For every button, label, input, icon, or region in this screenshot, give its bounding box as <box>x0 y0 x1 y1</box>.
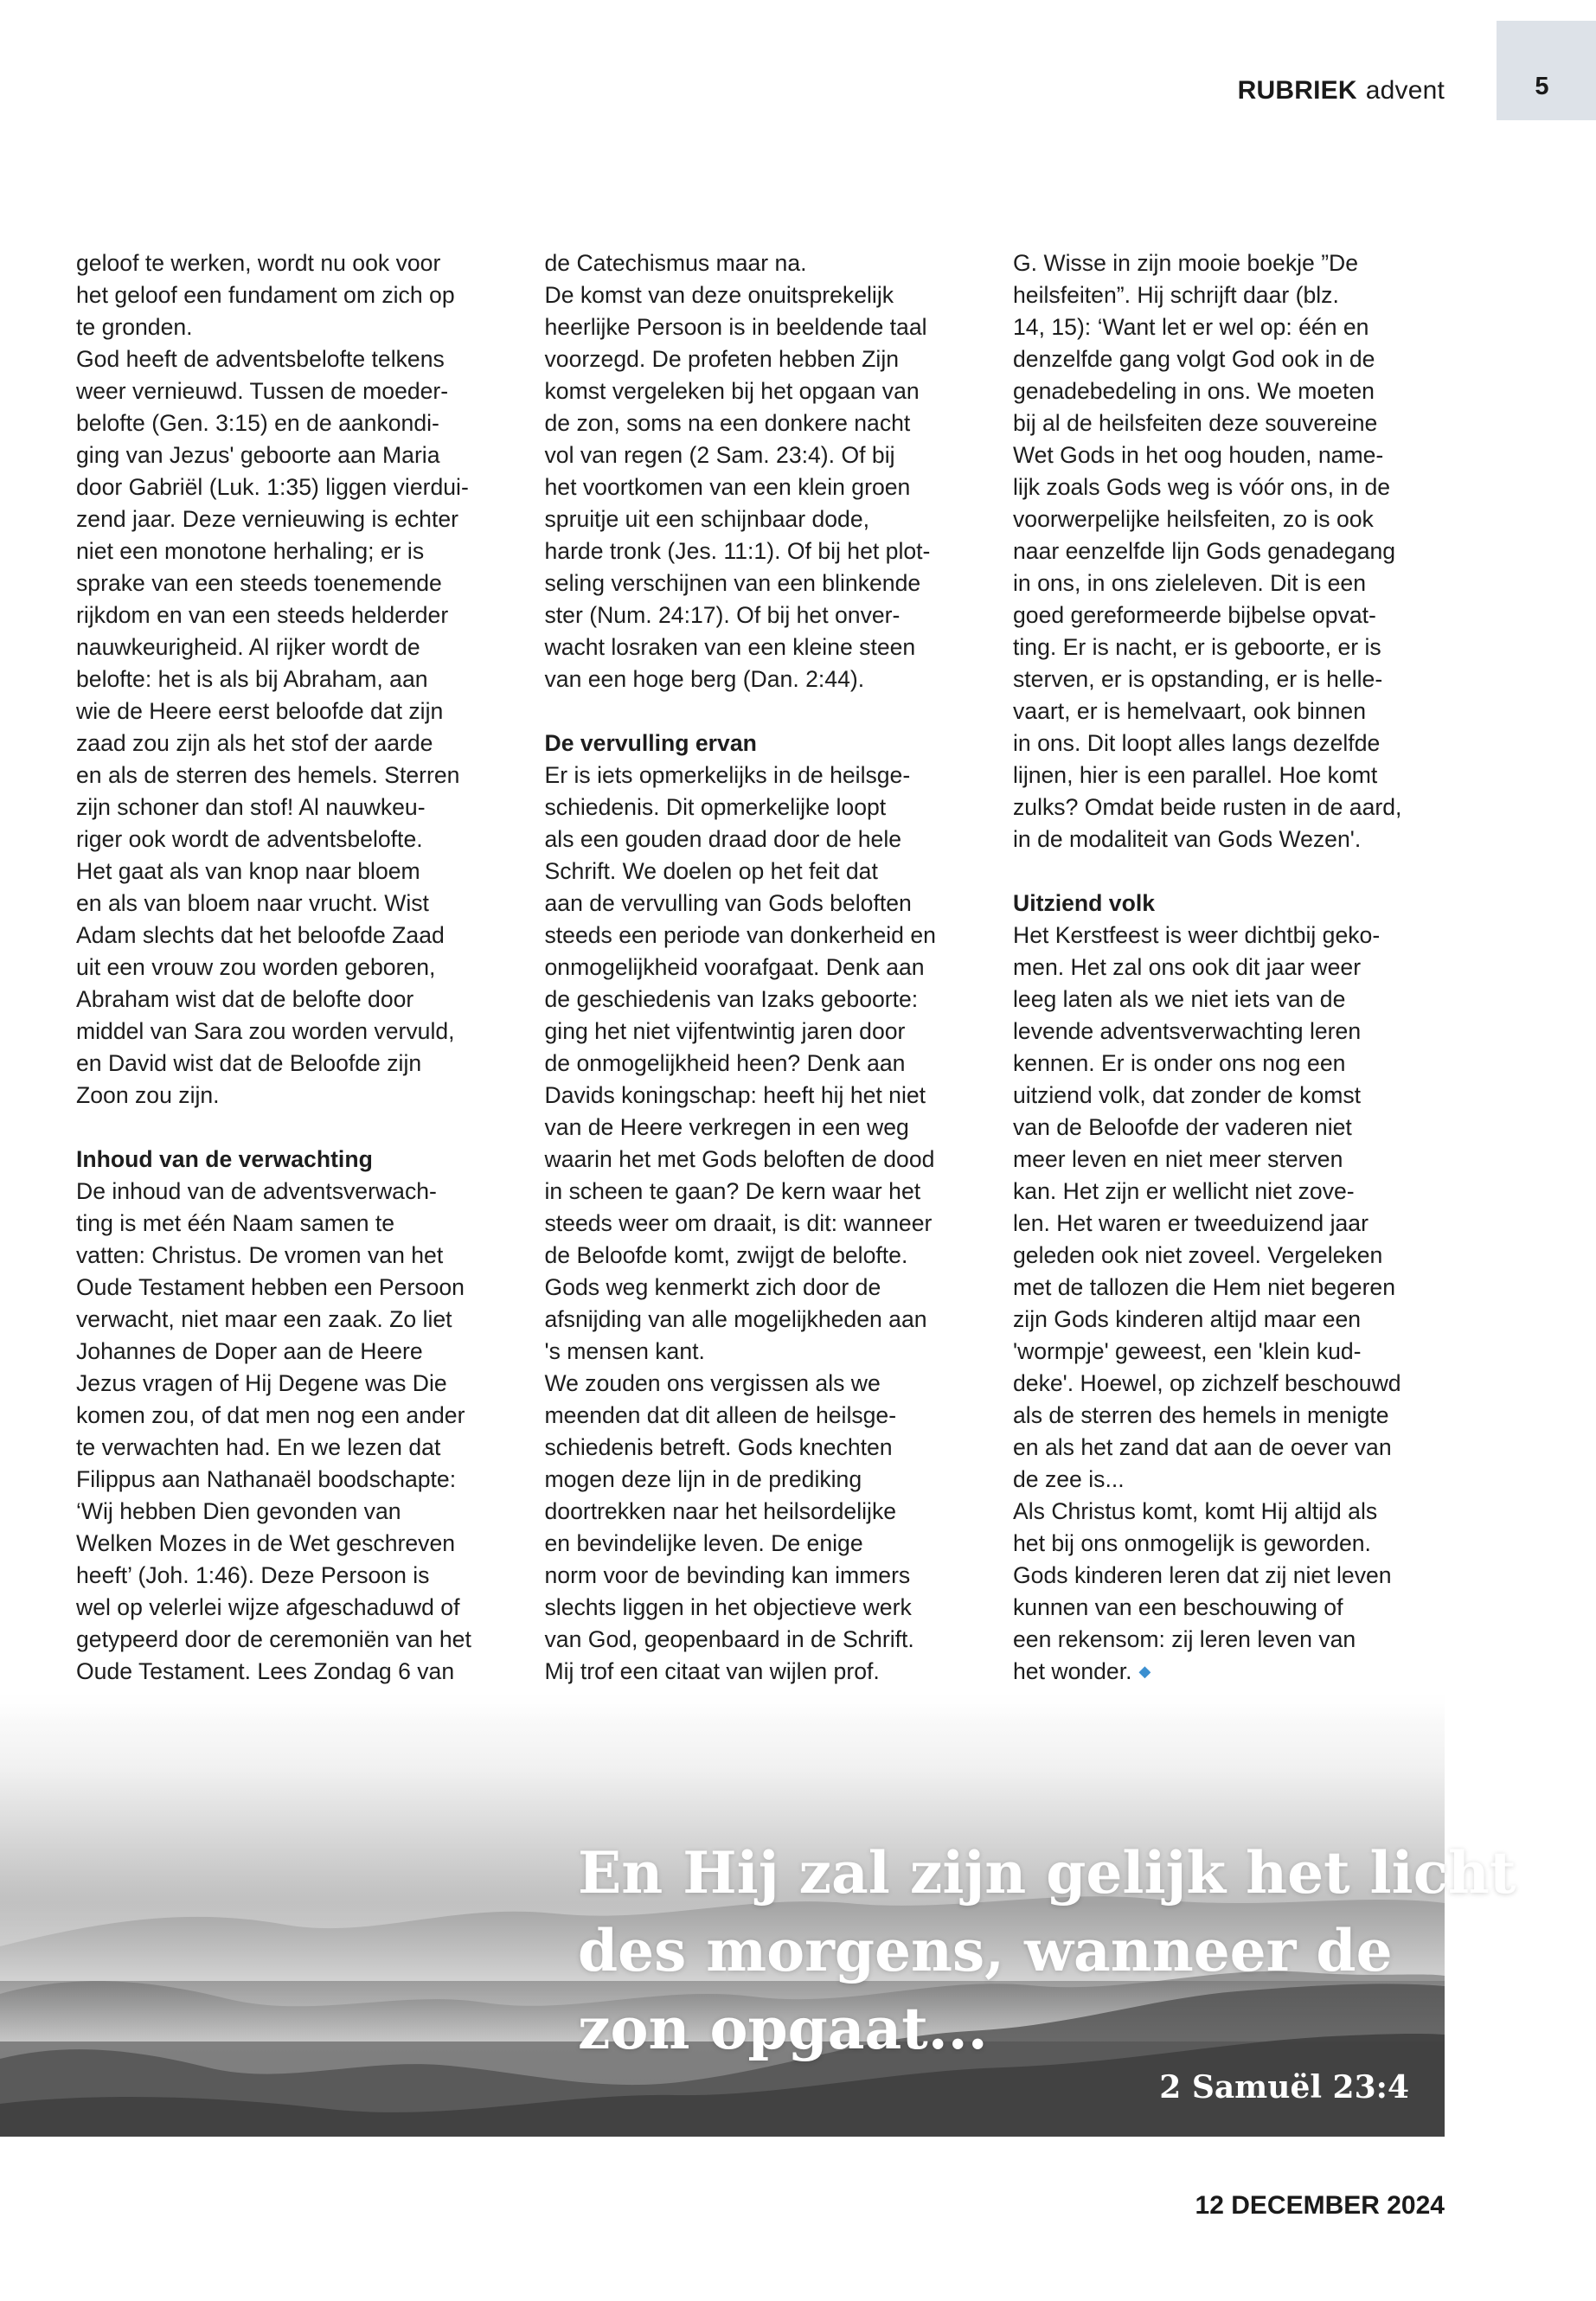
quote-line: En Hij zal zijn gelijk het licht <box>578 1839 1516 1907</box>
text-line: Het Kerstfeest is weer dichtbij geko- <box>1013 922 1381 948</box>
text-line: Mij trof een citaat van wijlen prof. <box>544 1658 880 1684</box>
text-line: kennen. Er is onder ons nog een <box>1013 1050 1346 1076</box>
text-line: zijn Gods kinderen altijd maar een <box>1013 1306 1362 1332</box>
end-of-article-icon: ◆ <box>1138 1663 1151 1680</box>
text-line: in de modaliteit van Gods Wezen'. <box>1013 826 1362 852</box>
text-line: riger ook wordt de adventsbelofte. <box>76 826 423 852</box>
text-line: te verwachten had. En we lezen dat <box>76 1434 441 1460</box>
text-line: vol van regen (2 Sam. 23:4). Of bij <box>544 442 895 468</box>
pull-quote <box>578 1834 1516 2067</box>
subheading: Uitziend volk <box>1013 890 1156 916</box>
text-line: belofte (Gen. 3:15) en de aankondi- <box>76 410 439 436</box>
text-line: ging van Jezus' geboorte aan Maria <box>76 442 440 468</box>
text-line: de Beloofde komt, zwijgt de belofte. <box>544 1242 908 1268</box>
paragraph-gap <box>1013 856 1445 888</box>
text-line: verwacht, niet maar een zaak. Zo liet <box>76 1306 452 1332</box>
text-line: lijk zoals Gods weg is vóór ons, in de <box>1013 474 1391 500</box>
text-line: vaart, er is hemelvaart, ook binnen <box>1013 698 1366 724</box>
text-line: in scheen te gaan? De kern waar het <box>544 1178 921 1204</box>
text-line: genadebedeling in ons. We moeten <box>1013 378 1375 404</box>
text-line: Adam slechts dat het beloofde Zaad <box>76 922 445 948</box>
text-line: te gronden. <box>76 314 193 340</box>
text-line: norm voor de bevinding kan immers <box>544 1562 911 1588</box>
text-line: een rekensom: zij leren leven van <box>1013 1626 1356 1652</box>
text-line: ‘Wij hebben Dien gevonden van <box>76 1498 401 1524</box>
text-line: zulks? Omdat beide rusten in de aard, <box>1013 794 1402 820</box>
article-column-2 <box>545 247 977 1690</box>
text-line: Welken Mozes in de Wet geschreven <box>76 1530 456 1556</box>
text-line: steeds een periode van donkerheid en <box>544 922 936 948</box>
text-line: Jezus vragen of Hij Degene was Die <box>76 1370 447 1396</box>
text-line: heilsfeiten”. Hij schrijft daar (blz. <box>1013 282 1339 308</box>
text-line: Het gaat als van knop naar bloem <box>76 858 420 884</box>
text-line: uit een vrouw zou worden geboren, <box>76 954 436 980</box>
text-line: Wet Gods in het oog houden, name- <box>1013 442 1384 468</box>
text-line: van God, geopenbaard in de Schrift. <box>544 1626 914 1652</box>
text-line: bij al de heilsfeiten deze souvereine <box>1013 410 1378 436</box>
text-line: komst vergeleken bij het opgaan van <box>544 378 920 404</box>
quote-line: zon opgaat... <box>578 1995 988 2062</box>
text-line: de geschiedenis van Izaks geboorte: <box>544 986 919 1012</box>
text-line: God heeft de adventsbelofte telkens <box>76 346 445 372</box>
text-line: uitziend volk, dat zonder de komst <box>1013 1082 1362 1108</box>
text-line: kunnen van een beschouwing of <box>1013 1594 1343 1620</box>
text-line: van de Beloofde der vaderen niet <box>1013 1114 1352 1140</box>
text-line: vatten: Christus. De vromen van het <box>76 1242 444 1268</box>
text-line: spruitje uit een schijnbaar dode, <box>544 506 870 532</box>
text-line: heeft’ (Joh. 1:46). Deze Persoon is <box>76 1562 430 1588</box>
text-line: afsnijding van alle mogelijkheden aan <box>544 1306 927 1332</box>
text-line: sprake van een steeds toenemende <box>76 570 442 596</box>
text-line: slechts liggen in het objectieve werk <box>544 1594 912 1620</box>
text-line: voorwerpelijke heilsfeiten, zo is ook <box>1013 506 1374 532</box>
paragraph-gap <box>76 1112 509 1144</box>
text-line: meer leven en niet meer sterven <box>1013 1146 1343 1172</box>
text-line: ting is met één Naam samen te <box>76 1210 395 1236</box>
text-line: 's mensen kant. <box>544 1338 705 1364</box>
text-line: wacht losraken van een kleine steen <box>544 634 916 660</box>
article-column-3 <box>1013 247 1445 1690</box>
text-line: getypeerd door de ceremoniën van het <box>76 1626 471 1652</box>
text-line: onmogelijkheid voorafgaat. Denk aan <box>544 954 925 980</box>
text-line: geloof te werken, wordt nu ook voor <box>76 250 441 276</box>
text-line: voorzegd. De profeten hebben Zijn <box>544 346 900 372</box>
text-line: 'wormpje' geweest, een 'klein kud- <box>1013 1338 1362 1364</box>
text-line: zend jaar. Deze vernieuwing is echter <box>76 506 458 532</box>
text-line: Oude Testament. Lees Zondag 6 van <box>76 1658 455 1684</box>
text-line: ting. Er is nacht, er is geboorte, er is <box>1013 634 1381 660</box>
text-line: naar eenzelfde lijn Gods genadegang <box>1013 538 1396 564</box>
text-line: als de sterren des hemels in menigte <box>1013 1402 1389 1428</box>
text-line: kan. Het zijn er wellicht niet zove- <box>1013 1178 1355 1204</box>
text-line: aan de vervulling van Gods beloften <box>544 890 912 916</box>
text-line: als een gouden draad door de hele <box>544 826 902 852</box>
text-line: Davids koningschap: heeft hij het niet <box>544 1082 926 1108</box>
section-label: RUBRIEK <box>1237 76 1357 105</box>
section-topic: advent <box>1365 76 1445 105</box>
text-line: steeds weer om draait, is dit: wanneer <box>544 1210 933 1236</box>
issue-date: 12 DECEMBER 2024 <box>1195 2191 1445 2220</box>
text-line: ging het niet vijfentwintig jaren door <box>544 1018 906 1044</box>
text-line: G. Wisse in zijn mooie boekje ”De <box>1013 250 1359 276</box>
text-line: met de tallozen die Hem niet begeren <box>1013 1274 1396 1300</box>
text-line: Als Christus komt, komt Hij altijd als <box>1013 1498 1378 1524</box>
text-line: de zee is... <box>1013 1466 1125 1492</box>
text-line: Oude Testament hebben een Persoon <box>76 1274 465 1300</box>
text-line: schiedenis betreft. Gods knechten <box>544 1434 893 1460</box>
text-line: sterven, er is opstanding, er is helle- <box>1013 666 1383 692</box>
text-line: en als van bloem naar vrucht. Wist <box>76 890 429 916</box>
text-line: men. Het zal ons ook dit jaar weer <box>1013 954 1362 980</box>
text-line: geleden ook niet zoveel. Vergeleken <box>1013 1242 1383 1268</box>
text-line: Abraham wist dat de belofte door <box>76 986 414 1012</box>
text-line: wie de Heere eerst beloofde dat zijn <box>76 698 444 724</box>
text-line: middel van Sara zou worden vervuld, <box>76 1018 455 1044</box>
text-line: Filippus aan Nathanaël boodschapte: <box>76 1466 457 1492</box>
text-line: len. Het waren er tweeduizend jaar <box>1013 1210 1368 1236</box>
text-line: het wonder. ◆ <box>1013 1658 1151 1684</box>
text-line: zijn schoner dan stof! Al nauwkeu- <box>76 794 426 820</box>
text-line: de zon, soms na een donkere nacht <box>544 410 911 436</box>
text-line: deke'. Hoewel, op zichzelf beschouwd <box>1013 1370 1401 1396</box>
text-line: en David wist dat de Beloofde zijn <box>76 1050 422 1076</box>
text-line: zaad zou zijn als het stof der aarde <box>76 730 433 756</box>
text-line: en bevindelijke leven. De enige <box>544 1530 863 1556</box>
text-line: belofte: het is als bij Abraham, aan <box>76 666 428 692</box>
text-line: De komst van deze onuitsprekelijk <box>544 282 894 308</box>
text-line: We zouden ons vergissen als we <box>544 1370 881 1396</box>
text-line: door Gabriël (Luk. 1:35) liggen vierdui- <box>76 474 469 500</box>
quote-reference: 2 Samuël 23:4 <box>1159 2069 1409 2106</box>
text-line: Gods kinderen leren dat zij niet leven <box>1013 1562 1392 1588</box>
text-line: weer vernieuwd. Tussen de moeder- <box>76 378 449 404</box>
page-number-tab <box>1497 21 1596 120</box>
text-line: meenden dat dit alleen de heilsge- <box>544 1402 897 1428</box>
text-line: nauwkeurigheid. Al rijker wordt de <box>76 634 420 660</box>
text-line: en als het zand dat aan de oever van <box>1013 1434 1392 1460</box>
text-line: Schrift. We doelen op het feit dat <box>544 858 878 884</box>
text-line: Zoon zou zijn. <box>76 1082 220 1108</box>
text-line: van de Heere verkregen in een weg <box>544 1114 909 1140</box>
quote-line: des morgens, wanneer de <box>578 1917 1393 1984</box>
text-line: De inhoud van de adventsverwach- <box>76 1178 437 1204</box>
text-line: het geloof een fundament om zich op <box>76 282 455 308</box>
text-line: Er is iets opmerkelijks in de heilsge- <box>544 762 911 788</box>
text-line: harde tronk (Jes. 11:1). Of bij het plot- <box>544 538 931 564</box>
text-line: heerlijke Persoon is in beeldende taal <box>544 314 927 340</box>
text-line: de Catechismus maar na. <box>544 250 807 276</box>
text-line: het bij ons onmogelijk is geworden. <box>1013 1530 1371 1556</box>
text-line: lijnen, hier is een parallel. Hoe komt <box>1013 762 1378 788</box>
article-body <box>76 247 1445 1690</box>
text-line: komen zou, of dat men nog een ander <box>76 1402 465 1428</box>
subheading: De vervulling ervan <box>544 730 757 756</box>
section-header <box>1238 76 1445 106</box>
text-line: van een hoge berg (Dan. 2:44). <box>544 666 865 692</box>
text-line: waarin het met Gods beloften de dood <box>544 1146 935 1172</box>
subheading: Inhoud van de verwachting <box>76 1146 373 1172</box>
text-line: Johannes de Doper aan de Heere <box>76 1338 423 1364</box>
text-line: doortrekken naar het heilsordelijke <box>544 1498 897 1524</box>
text-line: goed gereformeerde bijbelse opvat- <box>1013 602 1376 628</box>
text-line: rijkdom en van een steeds helderder <box>76 602 449 628</box>
text-line: in ons, in ons zieleleven. Dit is een <box>1013 570 1366 596</box>
text-line: Gods weg kenmerkt zich door de <box>544 1274 881 1300</box>
text-line: het voortkomen van een klein groen <box>544 474 911 500</box>
text-line: in ons. Dit loopt alles langs dezelfde <box>1013 730 1381 756</box>
text-line: en als de sterren des hemels. Sterren <box>76 762 460 788</box>
text-line: mogen deze lijn in de prediking <box>544 1466 862 1492</box>
text-line: leeg laten als we niet iets van de <box>1013 986 1346 1012</box>
paragraph-gap <box>545 695 977 727</box>
text-line: 14, 15): ‘Want let er wel op: één en <box>1013 314 1369 340</box>
text-line: denzelfde gang volgt God ook in de <box>1013 346 1375 372</box>
text-line: niet een monotone herhaling; er is <box>76 538 425 564</box>
page-number: 5 <box>1535 73 1549 100</box>
text-line: wel op velerlei wijze afgeschaduwd of <box>76 1594 460 1620</box>
text-line: ster (Num. 24:17). Of bij het onver- <box>544 602 901 628</box>
text-line: de onmogelijkheid heen? Denk aan <box>544 1050 906 1076</box>
text-line: seling verschijnen van een blinkende <box>544 570 921 596</box>
article-column-1 <box>76 247 509 1690</box>
text-line: schiedenis. Dit opmerkelijke loopt <box>544 794 887 820</box>
text-line: levende adventsverwachting leren <box>1013 1018 1362 1044</box>
